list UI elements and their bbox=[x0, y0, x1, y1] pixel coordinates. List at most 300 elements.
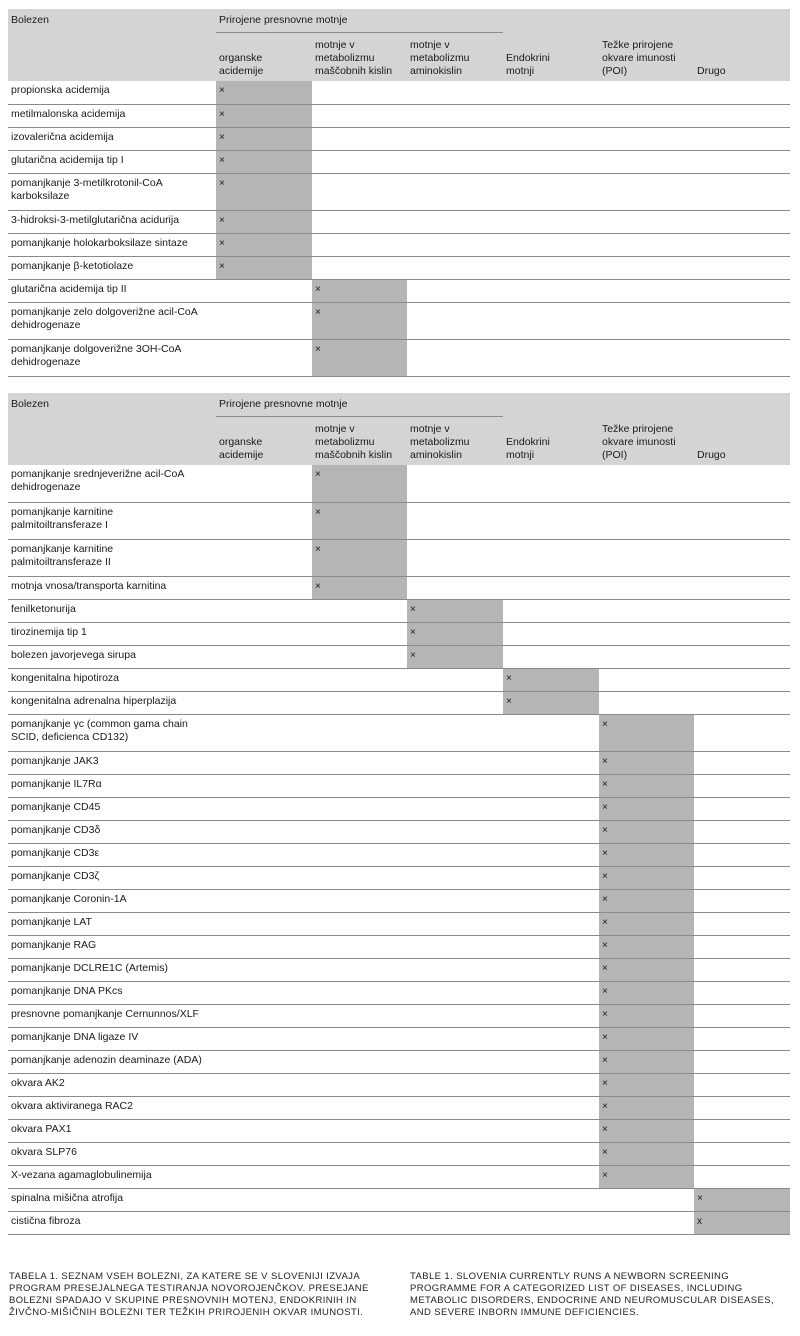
empty-cell bbox=[407, 173, 503, 210]
empty-cell bbox=[216, 645, 312, 668]
table-row bbox=[8, 820, 790, 843]
empty-cell bbox=[694, 912, 790, 935]
empty-cell bbox=[599, 1211, 694, 1234]
empty-cell bbox=[694, 958, 790, 981]
table-body-1 bbox=[8, 81, 790, 376]
empty-cell bbox=[694, 81, 790, 104]
empty-cell bbox=[216, 279, 312, 302]
empty-cell bbox=[216, 1119, 312, 1142]
table-row bbox=[8, 912, 790, 935]
screening-mark: × bbox=[599, 866, 694, 889]
table-row bbox=[8, 981, 790, 1004]
empty-cell bbox=[694, 691, 790, 714]
empty-cell bbox=[216, 797, 312, 820]
empty-cell bbox=[599, 645, 694, 668]
empty-cell bbox=[312, 81, 407, 104]
screening-mark: × bbox=[407, 645, 503, 668]
screening-mark: × bbox=[407, 599, 503, 622]
table-row bbox=[8, 1027, 790, 1050]
empty-cell bbox=[503, 1096, 599, 1119]
empty-cell bbox=[407, 714, 503, 751]
empty-cell bbox=[599, 233, 694, 256]
empty-cell bbox=[599, 279, 694, 302]
empty-cell bbox=[599, 622, 694, 645]
empty-cell bbox=[599, 302, 694, 339]
table-row bbox=[8, 233, 790, 256]
empty-cell bbox=[503, 935, 599, 958]
empty-cell bbox=[503, 866, 599, 889]
empty-cell bbox=[694, 339, 790, 376]
empty-cell bbox=[216, 302, 312, 339]
empty-cell bbox=[503, 774, 599, 797]
empty-cell bbox=[312, 1165, 407, 1188]
empty-cell bbox=[216, 958, 312, 981]
empty-cell bbox=[599, 173, 694, 210]
caption-slovene: TABELA 1. SEZNAM VSEH BOLEZNI, ZA KATERE SE V SLOVENIJI IZVAJA PROGRAM PRESEJALNEGA TESTIRANJA NOVOROJENČKOV. PRESEJANE BOLEZNI SPADAJO V SKUPINE PRESNOVNIH MOTENJ, ENDOKRINIH IN ŽIVČNO-MIŠIČNIH BOLEZNI TER TEŽKIH PRIROJENIH OKVAR IMUNOSTI. bbox=[9, 1271, 369, 1318]
empty-cell bbox=[503, 150, 599, 173]
empty-cell bbox=[407, 820, 503, 843]
empty-cell bbox=[694, 714, 790, 751]
empty-cell bbox=[503, 1027, 599, 1050]
empty-cell bbox=[503, 622, 599, 645]
empty-cell bbox=[694, 127, 790, 150]
header-metabolic-group: Prirojene presnovne motnje bbox=[216, 393, 503, 416]
screening-mark: × bbox=[312, 339, 407, 376]
table-row bbox=[8, 668, 790, 691]
empty-cell bbox=[312, 1073, 407, 1096]
disease-name: pomanjkanje LAT bbox=[11, 915, 92, 928]
empty-cell bbox=[312, 714, 407, 751]
empty-cell bbox=[216, 714, 312, 751]
empty-cell bbox=[407, 1119, 503, 1142]
screening-mark: × bbox=[599, 1073, 694, 1096]
empty-cell bbox=[312, 1050, 407, 1073]
empty-cell bbox=[312, 751, 407, 774]
empty-cell bbox=[503, 465, 599, 502]
table-body-2 bbox=[8, 465, 790, 1234]
empty-cell bbox=[312, 843, 407, 866]
header-other: Drugo bbox=[694, 393, 790, 465]
table-row bbox=[8, 599, 790, 622]
table-row bbox=[8, 1073, 790, 1096]
screening-mark: × bbox=[599, 981, 694, 1004]
empty-cell bbox=[503, 1142, 599, 1165]
empty-cell bbox=[599, 127, 694, 150]
empty-cell bbox=[407, 339, 503, 376]
header-amino-acid: motnje v metabolizmu aminokislin bbox=[407, 32, 503, 81]
empty-cell bbox=[216, 691, 312, 714]
empty-cell bbox=[312, 256, 407, 279]
empty-cell bbox=[216, 1050, 312, 1073]
empty-cell bbox=[312, 1096, 407, 1119]
disease-name: okvara SLP76 bbox=[11, 1145, 77, 1158]
empty-cell bbox=[407, 751, 503, 774]
empty-cell bbox=[216, 843, 312, 866]
empty-cell bbox=[503, 820, 599, 843]
empty-cell bbox=[694, 279, 790, 302]
empty-cell bbox=[407, 958, 503, 981]
empty-cell bbox=[216, 339, 312, 376]
empty-cell bbox=[407, 866, 503, 889]
empty-cell bbox=[312, 1211, 407, 1234]
empty-cell bbox=[694, 889, 790, 912]
empty-cell bbox=[407, 843, 503, 866]
empty-cell bbox=[503, 1004, 599, 1027]
disease-name: pomanjkanje karnitine palmitoiltransferaze II bbox=[11, 542, 114, 568]
disease-table-part-1 bbox=[8, 9, 790, 377]
empty-cell bbox=[216, 1027, 312, 1050]
disease-name: pomanjkanje CD3ε bbox=[11, 846, 100, 859]
screening-mark: × bbox=[216, 233, 312, 256]
disease-name: pomanjkanje adenozin deaminaze (ADA) bbox=[11, 1053, 202, 1066]
table-row bbox=[8, 576, 790, 599]
table-row bbox=[8, 1165, 790, 1188]
empty-cell bbox=[407, 233, 503, 256]
empty-cell bbox=[694, 104, 790, 127]
empty-cell bbox=[312, 866, 407, 889]
empty-cell bbox=[407, 150, 503, 173]
empty-cell bbox=[312, 820, 407, 843]
table-row bbox=[8, 1119, 790, 1142]
empty-cell bbox=[216, 820, 312, 843]
empty-cell bbox=[216, 465, 312, 502]
disease-name: okvara aktiviranega RAC2 bbox=[11, 1099, 133, 1112]
empty-cell bbox=[312, 981, 407, 1004]
table-row bbox=[8, 1211, 790, 1234]
empty-cell bbox=[694, 751, 790, 774]
screening-mark: × bbox=[312, 279, 407, 302]
empty-cell bbox=[503, 1073, 599, 1096]
disease-name: pomanjkanje JAK3 bbox=[11, 754, 99, 767]
empty-cell bbox=[407, 539, 503, 576]
empty-cell bbox=[503, 104, 599, 127]
empty-cell bbox=[312, 127, 407, 150]
empty-cell bbox=[312, 1142, 407, 1165]
empty-cell bbox=[694, 797, 790, 820]
empty-cell bbox=[599, 502, 694, 539]
header-other: Drugo bbox=[694, 9, 790, 81]
empty-cell bbox=[503, 1211, 599, 1234]
disease-name: pomanjkanje holokarboksilaze sintaze bbox=[11, 236, 188, 249]
empty-cell bbox=[694, 1004, 790, 1027]
header-immune: Težke prirojene okvare imunosti (POI) bbox=[599, 9, 694, 81]
empty-cell bbox=[694, 576, 790, 599]
empty-cell bbox=[599, 691, 694, 714]
empty-cell bbox=[407, 889, 503, 912]
empty-cell bbox=[407, 81, 503, 104]
caption-english: TABLE 1. SLOVENIA CURRENTLY RUNS A NEWBORN SCREENING PROGRAMME FOR A CATEGORIZED LIST OF DISEASES, INCLUDING METABOLIC DISORDERS, ENDOCRINE AND NEUROMUSCULAR DISEASES, AND SEVERE INBORN IMMUNE DEFICIENCIES. bbox=[410, 1271, 775, 1318]
empty-cell bbox=[503, 233, 599, 256]
empty-cell bbox=[216, 1096, 312, 1119]
empty-cell bbox=[216, 981, 312, 1004]
empty-cell bbox=[503, 173, 599, 210]
disease-name: spinalna mišična atrofija bbox=[11, 1191, 124, 1204]
header-fatty-acid: motnje v metabolizmu maščobnih kislin bbox=[312, 32, 407, 81]
screening-mark: × bbox=[407, 622, 503, 645]
screening-mark: × bbox=[599, 751, 694, 774]
disease-name: pomanjkanje DNA ligaze IV bbox=[11, 1030, 139, 1043]
table-row bbox=[8, 539, 790, 576]
empty-cell bbox=[312, 1004, 407, 1027]
screening-mark: × bbox=[503, 691, 599, 714]
empty-cell bbox=[503, 339, 599, 376]
disease-name: pomanjkanje CD3δ bbox=[11, 823, 101, 836]
screening-mark: × bbox=[216, 104, 312, 127]
empty-cell bbox=[694, 1073, 790, 1096]
disease-name: pomanjkanje zelo dolgoverižne acil-CoA dehidrogenaze bbox=[11, 305, 198, 331]
screening-mark: × bbox=[312, 576, 407, 599]
table-row bbox=[8, 302, 790, 339]
empty-cell bbox=[599, 104, 694, 127]
empty-cell bbox=[407, 1142, 503, 1165]
empty-cell bbox=[694, 233, 790, 256]
table-row bbox=[8, 502, 790, 539]
table-row bbox=[8, 866, 790, 889]
empty-cell bbox=[216, 1165, 312, 1188]
screening-mark: × bbox=[599, 797, 694, 820]
empty-cell bbox=[312, 1188, 407, 1211]
empty-cell bbox=[503, 127, 599, 150]
empty-cell bbox=[312, 797, 407, 820]
empty-cell bbox=[599, 256, 694, 279]
header-fatty-acid: motnje v metabolizmu maščobnih kislin bbox=[312, 416, 407, 465]
header-disease-blank bbox=[8, 32, 216, 81]
empty-cell bbox=[694, 1119, 790, 1142]
header-disease: Bolezen bbox=[8, 9, 216, 32]
empty-cell bbox=[599, 599, 694, 622]
empty-cell bbox=[216, 668, 312, 691]
screening-mark: × bbox=[216, 256, 312, 279]
table-row bbox=[8, 958, 790, 981]
empty-cell bbox=[503, 645, 599, 668]
table-row bbox=[8, 279, 790, 302]
table-row bbox=[8, 104, 790, 127]
table-row bbox=[8, 127, 790, 150]
empty-cell bbox=[407, 935, 503, 958]
empty-cell bbox=[503, 751, 599, 774]
empty-cell bbox=[503, 889, 599, 912]
header-metabolic-group: Prirojene presnovne motnje bbox=[216, 9, 503, 32]
empty-cell bbox=[503, 1050, 599, 1073]
table-row bbox=[8, 843, 790, 866]
empty-cell bbox=[407, 1096, 503, 1119]
empty-cell bbox=[312, 104, 407, 127]
empty-cell bbox=[694, 1027, 790, 1050]
empty-cell bbox=[599, 576, 694, 599]
empty-cell bbox=[694, 1142, 790, 1165]
empty-cell bbox=[312, 889, 407, 912]
header-disease-blank bbox=[8, 416, 216, 465]
empty-cell bbox=[503, 912, 599, 935]
empty-cell bbox=[407, 774, 503, 797]
disease-name: pomanjkanje karnitine palmitoiltransferaze I bbox=[11, 505, 114, 531]
empty-cell bbox=[407, 502, 503, 539]
empty-cell bbox=[407, 1004, 503, 1027]
empty-cell bbox=[694, 599, 790, 622]
empty-cell bbox=[694, 210, 790, 233]
screening-mark: × bbox=[599, 843, 694, 866]
empty-cell bbox=[312, 173, 407, 210]
screening-mark: × bbox=[599, 1004, 694, 1027]
empty-cell bbox=[503, 502, 599, 539]
empty-cell bbox=[694, 774, 790, 797]
empty-cell bbox=[503, 210, 599, 233]
empty-cell bbox=[503, 599, 599, 622]
empty-cell bbox=[312, 150, 407, 173]
empty-cell bbox=[312, 958, 407, 981]
empty-cell bbox=[312, 233, 407, 256]
empty-cell bbox=[312, 645, 407, 668]
table-row bbox=[8, 210, 790, 233]
empty-cell bbox=[694, 622, 790, 645]
empty-cell bbox=[599, 210, 694, 233]
empty-cell bbox=[216, 751, 312, 774]
disease-name: presnovne pomanjkanje Cernunnos/XLF bbox=[11, 1007, 199, 1020]
empty-cell bbox=[407, 1188, 503, 1211]
empty-cell bbox=[312, 668, 407, 691]
empty-cell bbox=[312, 691, 407, 714]
screening-mark: × bbox=[312, 465, 407, 502]
table-header-row bbox=[8, 9, 790, 32]
empty-cell bbox=[216, 912, 312, 935]
empty-cell bbox=[216, 599, 312, 622]
table-row bbox=[8, 1188, 790, 1211]
empty-cell bbox=[407, 981, 503, 1004]
empty-cell bbox=[503, 256, 599, 279]
screening-mark: × bbox=[216, 173, 312, 210]
screening-mark: x bbox=[694, 1211, 790, 1234]
empty-cell bbox=[216, 866, 312, 889]
empty-cell bbox=[503, 1119, 599, 1142]
screening-mark: × bbox=[599, 714, 694, 751]
empty-cell bbox=[407, 256, 503, 279]
disease-name: pomanjkanje srednjeverižne acil-CoA dehidrogenaze bbox=[11, 468, 185, 493]
disease-name: fenilketonurija bbox=[11, 602, 76, 615]
empty-cell bbox=[407, 1211, 503, 1234]
disease-name: pomanjkanje Coronin-1A bbox=[11, 892, 127, 905]
table-row bbox=[8, 645, 790, 668]
table-row bbox=[8, 889, 790, 912]
disease-name: pomanjkanje IL7Rα bbox=[11, 777, 102, 790]
empty-cell bbox=[407, 302, 503, 339]
empty-cell bbox=[503, 576, 599, 599]
empty-cell bbox=[503, 279, 599, 302]
disease-name: metilmalonska acidemija bbox=[11, 107, 126, 120]
disease-name: motnja vnosa/transporta karnitina bbox=[11, 579, 167, 592]
empty-cell bbox=[407, 797, 503, 820]
screening-mark: × bbox=[599, 889, 694, 912]
empty-cell bbox=[599, 339, 694, 376]
table-row bbox=[8, 797, 790, 820]
table-row bbox=[8, 1096, 790, 1119]
screening-mark: × bbox=[599, 958, 694, 981]
disease-name: pomanjkanje CD3ζ bbox=[11, 869, 100, 882]
header-endocrine: Endokrini motnji bbox=[503, 393, 599, 465]
header-amino-acid: motnje v metabolizmu aminokislin bbox=[407, 416, 503, 465]
table-row bbox=[8, 339, 790, 376]
disease-name: pomanjkanje DNA PKcs bbox=[11, 984, 123, 997]
table-row bbox=[8, 150, 790, 173]
empty-cell bbox=[599, 465, 694, 502]
disease-name: tirozinemija tip 1 bbox=[11, 625, 87, 638]
empty-cell bbox=[407, 668, 503, 691]
empty-cell bbox=[694, 1096, 790, 1119]
screening-mark: × bbox=[312, 302, 407, 339]
empty-cell bbox=[216, 539, 312, 576]
empty-cell bbox=[599, 539, 694, 576]
empty-cell bbox=[694, 645, 790, 668]
empty-cell bbox=[694, 1050, 790, 1073]
disease-name: okvara PAX1 bbox=[11, 1122, 72, 1135]
header-organic-acidemias: organske acidemije bbox=[216, 416, 312, 465]
screening-mark: × bbox=[599, 912, 694, 935]
empty-cell bbox=[503, 714, 599, 751]
empty-cell bbox=[694, 866, 790, 889]
table-row bbox=[8, 714, 790, 751]
empty-cell bbox=[503, 1165, 599, 1188]
empty-cell bbox=[694, 539, 790, 576]
table-row bbox=[8, 256, 790, 279]
header-organic-acidemias: organske acidemije bbox=[216, 32, 312, 81]
disease-table-part-2 bbox=[8, 393, 790, 1235]
disease-name: pomanjkanje dolgoverižne 3OH-CoA dehidrogenaze bbox=[11, 342, 182, 368]
empty-cell bbox=[694, 668, 790, 691]
table-row bbox=[8, 1142, 790, 1165]
disease-name: bolezen javorjevega sirupa bbox=[11, 648, 136, 661]
disease-name: glutarična acidemija tip II bbox=[11, 282, 127, 295]
empty-cell bbox=[599, 150, 694, 173]
disease-name: pomanjkanje CD45 bbox=[11, 800, 101, 813]
screening-mark: × bbox=[312, 539, 407, 576]
empty-cell bbox=[312, 622, 407, 645]
empty-cell bbox=[694, 150, 790, 173]
screening-mark: × bbox=[599, 820, 694, 843]
screening-mark: × bbox=[599, 1096, 694, 1119]
disease-name: glutarična acidemija tip I bbox=[11, 153, 124, 166]
empty-cell bbox=[503, 981, 599, 1004]
empty-cell bbox=[216, 1142, 312, 1165]
empty-cell bbox=[407, 691, 503, 714]
empty-cell bbox=[407, 576, 503, 599]
empty-cell bbox=[407, 104, 503, 127]
empty-cell bbox=[503, 539, 599, 576]
empty-cell bbox=[216, 576, 312, 599]
screening-mark: × bbox=[216, 81, 312, 104]
empty-cell bbox=[694, 256, 790, 279]
disease-name: pomanjkanje DCLRE1C (Artemis) bbox=[11, 961, 168, 974]
empty-cell bbox=[694, 502, 790, 539]
disease-name: pomanjkanje RAG bbox=[11, 938, 97, 951]
screening-mark: × bbox=[216, 150, 312, 173]
empty-cell bbox=[216, 889, 312, 912]
empty-cell bbox=[216, 1004, 312, 1027]
empty-cell bbox=[312, 774, 407, 797]
empty-cell bbox=[216, 774, 312, 797]
empty-cell bbox=[694, 465, 790, 502]
empty-cell bbox=[407, 279, 503, 302]
screening-mark: × bbox=[694, 1188, 790, 1211]
header-disease: Bolezen bbox=[8, 393, 216, 416]
table-row bbox=[8, 774, 790, 797]
disease-name: X-vezana agamaglobulinemija bbox=[11, 1168, 152, 1181]
empty-cell bbox=[694, 935, 790, 958]
empty-cell bbox=[694, 820, 790, 843]
table-row bbox=[8, 622, 790, 645]
table-header-row bbox=[8, 393, 790, 416]
table-row bbox=[8, 691, 790, 714]
disease-name: 3-hidroksi-3-metilglutarična acidurija bbox=[11, 213, 180, 226]
empty-cell bbox=[216, 502, 312, 539]
